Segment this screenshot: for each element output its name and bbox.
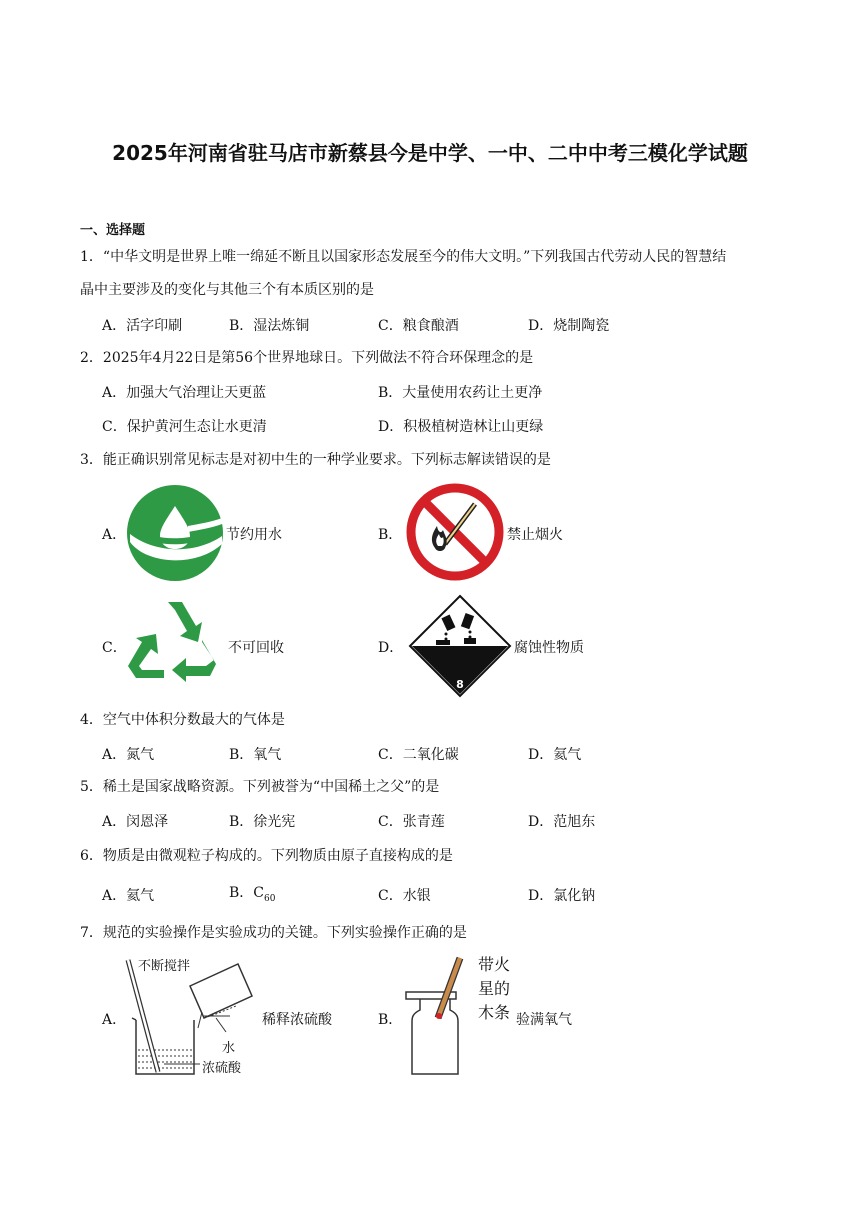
q4-option-b[interactable]: B．氧气 [229, 747, 282, 763]
question-number: 7． [80, 925, 103, 941]
question-1-line2: 晶中主要涉及的变化与其他三个有本质区别的是 [80, 282, 374, 298]
question-3 [80, 450, 551, 470]
oxygen-test-diagram-icon [402, 954, 518, 1078]
question-7 [80, 923, 467, 943]
q7-option-a-label[interactable]: A． [102, 1012, 127, 1028]
fig-label-stir: 不断搅拌 [138, 959, 191, 974]
question-number: 1． [80, 249, 103, 265]
q3-option-b-label[interactable]: B． [378, 527, 403, 543]
q3-option-c-caption: 不可回收 [228, 640, 284, 656]
q5-option-d[interactable]: D．范旭东 [528, 814, 596, 830]
q5-option-b[interactable]: B．徐光宪 [229, 814, 296, 830]
fig-label-water: 水 [222, 1041, 236, 1056]
question-text: 物质是由微观粒子构成的。下列物质由原子直接构成的是 [102, 848, 453, 864]
fig-label-line2: 星的 [478, 979, 511, 998]
q5-option-a[interactable]: A．闵恩泽 [102, 814, 169, 830]
q3-option-d-caption: 腐蚀性物质 [514, 640, 584, 656]
q3-option-d-label[interactable]: D． [378, 640, 404, 656]
q1-option-b[interactable]: B．湿法炼铜 [229, 318, 310, 334]
section-heading: 一、选择题 [80, 223, 146, 238]
subscript: 60 [264, 893, 276, 904]
q5-option-c[interactable]: C．张青莲 [378, 814, 445, 830]
q1-option-a[interactable]: A．活字印刷 [102, 318, 183, 334]
recycle-sign-icon [124, 598, 226, 690]
q7-option-b-caption: 验满氧气 [516, 1012, 572, 1028]
question-number: 6． [80, 848, 103, 864]
question-5 [80, 777, 439, 797]
question-number: 5． [80, 779, 103, 795]
q2-option-b[interactable]: B．大量使用农药让土更净 [378, 385, 543, 401]
q7-option-a-caption: 稀释浓硫酸 [262, 1012, 332, 1028]
q4-option-d[interactable]: D．氦气 [528, 747, 582, 763]
question-2 [80, 348, 533, 368]
question-number: 4． [80, 712, 103, 728]
q1-option-d[interactable]: D．烧制陶瓷 [528, 318, 610, 334]
question-6 [80, 846, 453, 866]
q2-option-d[interactable]: D．积极植树造林让山更绿 [378, 419, 544, 435]
dilution-diagram-icon [124, 952, 260, 1080]
question-text: 稀土是国家战略资源。下列被誉为“中国稀土之父”的是 [102, 779, 440, 795]
question-text: 空气中体积分数最大的气体是 [102, 712, 285, 728]
question-number: 3． [80, 452, 103, 468]
q1-option-c[interactable]: C．粮食酿酒 [378, 318, 459, 334]
sign-number: 8 [456, 678, 464, 691]
q3-option-b-caption: 禁止烟火 [507, 527, 563, 543]
q4-option-a[interactable]: A．氮气 [102, 747, 155, 763]
question-text: 规范的实验操作是实验成功的关键。下列实验操作正确的是 [102, 925, 467, 941]
question-1 [80, 247, 726, 267]
question-text: 2025年4月22日是第56个世界地球日。下列做法不符合环保理念的是 [102, 350, 534, 366]
q6-option-b[interactable] [229, 882, 275, 904]
q2-option-a[interactable]: A．加强大气治理让天更蓝 [102, 385, 267, 401]
question-4 [80, 710, 285, 730]
q6-option-a[interactable]: A．氦气 [102, 888, 155, 904]
question-text: 能正确识别常见标志是对初中生的一种学业要求。下列标志解读错误的是 [102, 452, 551, 468]
q6-option-d[interactable]: D．氯化钠 [528, 888, 596, 904]
no-fire-sign-icon [405, 482, 505, 582]
option-text: B．C [229, 885, 264, 901]
q7-option-b-label[interactable]: B． [378, 1012, 403, 1028]
water-saving-sign-icon [126, 484, 224, 582]
page-title: 2025年河南省驻马店市新蔡县今是中学、一中、二中中考三模化学试题 [112, 141, 748, 165]
question-text: “中华文明是世界上唯一绵延不断且以国家形态发展至今的伟大文明。”下列我国古代劳动人民的智慧结 [102, 249, 727, 265]
q3-option-a-caption: 节约用水 [226, 527, 282, 543]
question-number: 2． [80, 350, 103, 366]
corrosive-sign-icon [408, 594, 512, 698]
q4-option-c[interactable]: C．二氧化碳 [378, 747, 459, 763]
fig-label-line1: 带火 [478, 955, 511, 974]
q3-option-a-label[interactable]: A． [102, 527, 127, 543]
q3-option-c-label[interactable]: C． [102, 640, 127, 656]
q6-option-c[interactable]: C．水银 [378, 888, 431, 904]
fig-label-acid: 浓硫酸 [202, 1061, 242, 1076]
fig-label-line3: 木条 [478, 1003, 511, 1022]
q2-option-c[interactable]: C．保护黄河生态让水更清 [102, 419, 267, 435]
